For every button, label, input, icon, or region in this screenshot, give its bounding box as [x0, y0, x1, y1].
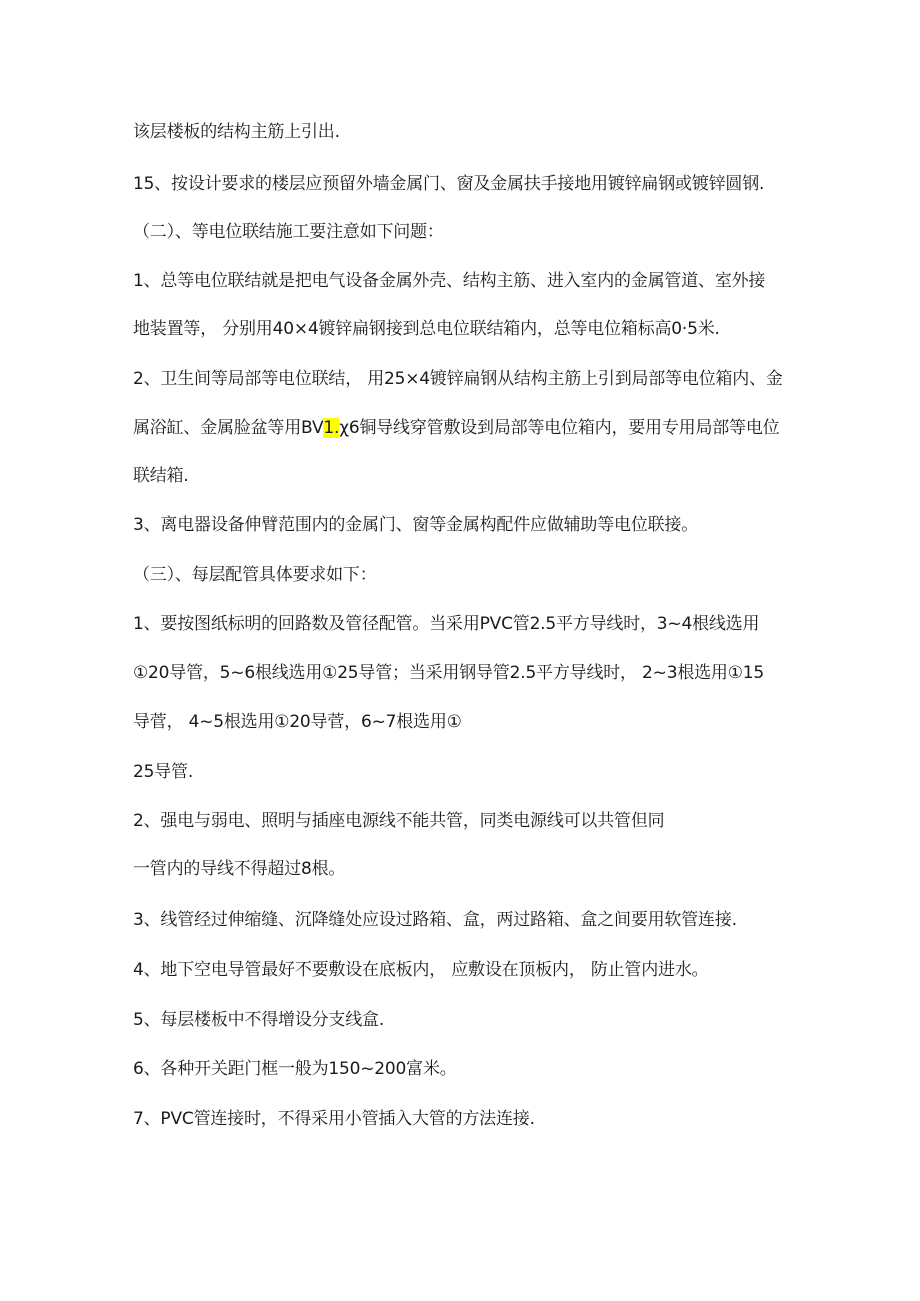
- text-line-19: 5、每层楼板中不得增设分支线盒.: [133, 1010, 385, 1030]
- text-line-13: 导菅， 4~5根选用①20导菅，6~7根选用①: [133, 712, 462, 732]
- highlighted-text: 1.: [323, 418, 340, 438]
- text-line-18: 4、地下空电导管最好不要敷设在底板内， 应敷设在顶板内， 防止管内进水。: [133, 960, 709, 980]
- text-line-7: [133, 416, 880, 440]
- text-line-21: 7、PVC管连接时，不得采用小管插入大管的方法连接.: [133, 1109, 535, 1129]
- text-line-15: 2、强电与弱电、照明与插座电源线不能共管，同类电源线可以共管但同: [133, 811, 665, 831]
- text-line-8: 联结箱.: [133, 466, 189, 486]
- section-heading-3: （三）、每层配管具体要求如下：: [133, 565, 377, 585]
- text-line-7-after: χ6铜导线穿管敷设到局部等电位箱内，要用专用局部等电位: [339, 418, 780, 438]
- text-line-9: 3、离电器设备伸臂范围内的金属门、窗等金属构配件应做辅助等电位联接。: [133, 515, 699, 535]
- text-line-6: 2、卫生间等局部等电位联结， 用25×4镀锌扁钢从结构主筋上引到局部等电位箱内、金: [133, 369, 783, 389]
- text-line-4: 1、总等电位联结就是把电气设备金属外壳、结构主筋、进入室内的金属管道、室外接: [133, 271, 766, 291]
- text-line-14: 25导管.: [133, 762, 194, 782]
- text-line-11: 1、要按图纸标明的回路数及管径配管。当采用PVC管2.5平方导线时，3~4根线选用: [133, 614, 760, 634]
- text-line-2: 15、按设计要求的楼层应预留外墙金属门、窗及金属扶手接地用镀锌扁钢或镀锌圆钢.: [133, 174, 765, 194]
- text-line-5: 地装置等， 分别用40×4镀锌扁钢接到总电位联结箱内，总等电位箱标高0·5米.: [133, 319, 720, 339]
- text-line-7-before: 属浴缸、金属脸盆等用BV: [133, 418, 324, 438]
- section-heading-2: （二）、等电位联结施工要注意如下问题：: [133, 222, 444, 242]
- text-line-16: 一管内的导线不得超过8根。: [133, 859, 346, 879]
- text-line-12: ①20导管，5~6根线选用①25导管；当采用钢导管2.5平方导线时， 2~3根选用①15: [133, 663, 765, 683]
- text-line-20: 6、各种开关距门框一般为150~200富米。: [133, 1059, 457, 1079]
- text-line-17: 3、线管经过伸缩缝、沉降缝处应设过路箱、盒，两过路箱、盒之间要用软管连接.: [133, 910, 737, 930]
- text-line-1: 该层楼板的结构主筋上引出.: [133, 122, 340, 142]
